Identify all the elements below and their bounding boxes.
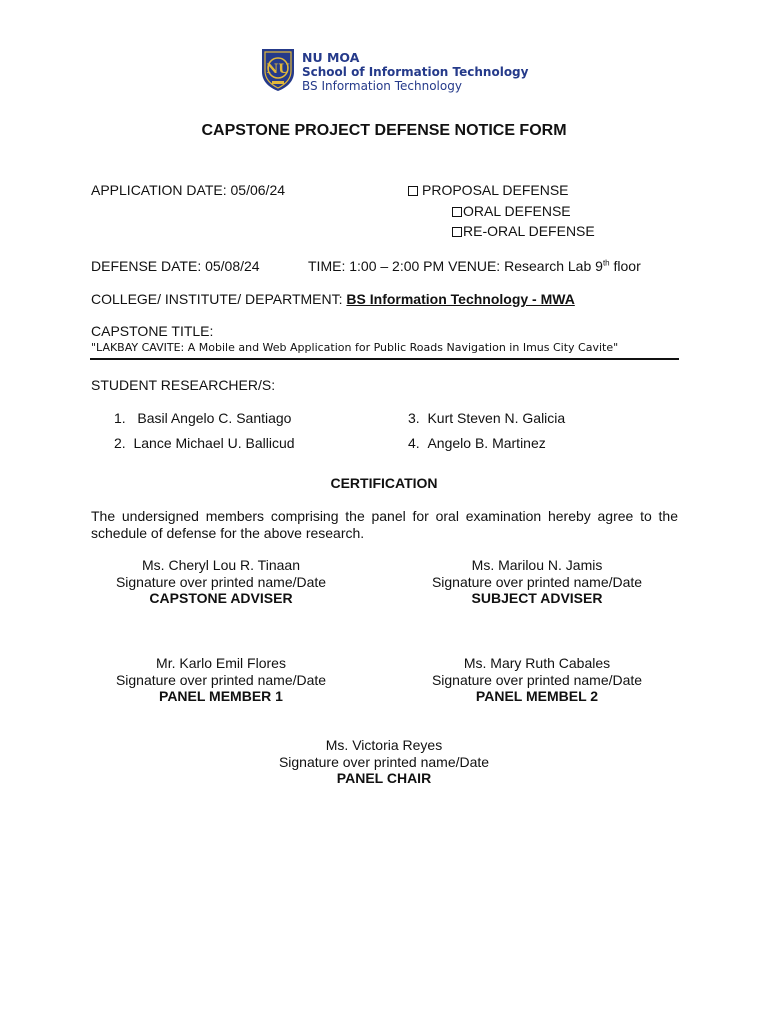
oral-checkbox[interactable] bbox=[452, 207, 462, 217]
signatory-name: Ms. Victoria Reyes bbox=[325, 737, 443, 753]
header-line-2: School of Information Technology bbox=[302, 65, 529, 79]
defense-type-proposal[interactable] bbox=[408, 182, 569, 198]
department-label: COLLEGE/ INSTITUTE/ DEPARTMENT: bbox=[91, 291, 347, 307]
defense-date-label: DEFENSE DATE: bbox=[91, 258, 206, 274]
time-value: 1:00 – 2:00 PM bbox=[349, 258, 445, 274]
signatory-name: Ms. Cheryl Lou R. Tinaan bbox=[142, 557, 300, 573]
researcher-name: Kurt Steven N. Galicia bbox=[427, 410, 566, 426]
signatory-block bbox=[407, 655, 667, 705]
defense-type-re-oral[interactable] bbox=[452, 223, 595, 239]
capstone-title-label: CAPSTONE TITLE: bbox=[91, 323, 214, 339]
defense-type-oral[interactable] bbox=[452, 203, 571, 219]
capstone-title-value: "LAKBAY CAVITE: A Mobile and Web Application for Public Roads Navigation in Imus City Cavite" bbox=[91, 341, 619, 354]
oral-defense-label: ORAL DEFENSE bbox=[463, 203, 571, 219]
re-oral-checkbox[interactable] bbox=[452, 227, 462, 237]
researcher-item bbox=[114, 410, 291, 426]
researchers-label: STUDENT RESEARCHER/S: bbox=[91, 377, 276, 393]
signatory-block bbox=[254, 737, 514, 787]
venue-sup: th bbox=[602, 258, 610, 268]
signatory-caption: Signature over printed name/Date bbox=[431, 573, 643, 590]
application-date bbox=[91, 182, 285, 198]
header-line-3: BS Information Technology bbox=[302, 79, 462, 93]
certification-heading: CERTIFICATION bbox=[330, 475, 438, 491]
signatory-role: PANEL MEMBER 1 bbox=[159, 688, 283, 704]
signatory-role: PANEL CHAIR bbox=[336, 770, 432, 786]
signatory-caption: Signature over printed name/Date bbox=[115, 573, 327, 590]
defense-date-value: 05/08/24 bbox=[205, 258, 260, 274]
proposal-checkbox[interactable] bbox=[408, 186, 418, 196]
title-underline bbox=[90, 358, 679, 360]
researcher-name: Lance Michael U. Ballicud bbox=[133, 435, 295, 451]
researcher-name: Angelo B. Martinez bbox=[427, 435, 546, 451]
signatory-caption: Signature over printed name/Date bbox=[278, 753, 490, 770]
researcher-number: 3. bbox=[408, 410, 420, 426]
signatory-block bbox=[91, 655, 351, 705]
department-value: BS Information Technology - MWA bbox=[346, 291, 575, 307]
application-date-label: APPLICATION DATE: bbox=[91, 182, 231, 198]
certification-text: The undersigned members comprising the panel for oral examination hereby agree to the schedule of defense for the above research. bbox=[91, 508, 678, 541]
venue-label: VENUE: bbox=[444, 258, 505, 274]
researcher-item bbox=[408, 410, 565, 426]
signatory-name: Mr. Karlo Emil Flores bbox=[156, 655, 286, 671]
signatory-role: SUBJECT ADVISER bbox=[471, 590, 603, 606]
department bbox=[91, 291, 575, 307]
signatory-name: Ms. Marilou N. Jamis bbox=[471, 557, 603, 573]
form-title: CAPSTONE PROJECT DEFENSE NOTICE FORM bbox=[201, 122, 567, 139]
application-date-value: 05/06/24 bbox=[230, 182, 286, 198]
signatory-role: PANEL MEMBEL 2 bbox=[475, 688, 599, 704]
researcher-item bbox=[408, 435, 546, 451]
header-line-1: NU MOA bbox=[302, 50, 360, 65]
signatory-caption: Signature over printed name/Date bbox=[115, 671, 327, 688]
researcher-number: 4. bbox=[408, 435, 420, 451]
signatory-role: CAPSTONE ADVISER bbox=[149, 590, 293, 606]
re-oral-defense-label: RE-ORAL DEFENSE bbox=[463, 223, 595, 239]
researcher-number: 2. bbox=[114, 435, 126, 451]
signatory-caption: Signature over printed name/Date bbox=[431, 671, 643, 688]
defense-date bbox=[91, 258, 260, 274]
svg-text:NU: NU bbox=[266, 62, 290, 77]
time-venue bbox=[308, 258, 641, 274]
nu-shield-logo-icon bbox=[258, 46, 298, 92]
signatory-block bbox=[407, 557, 667, 607]
signatory-block bbox=[91, 557, 351, 607]
venue-value: Research Lab 9 bbox=[504, 258, 603, 274]
venue-suffix: floor bbox=[609, 258, 641, 274]
signatory-name: Ms. Mary Ruth Cabales bbox=[463, 655, 611, 671]
school-header bbox=[302, 51, 528, 93]
researcher-name: Basil Angelo C. Santiago bbox=[137, 410, 292, 426]
researcher-item bbox=[114, 435, 295, 451]
time-label: TIME: bbox=[308, 258, 350, 274]
researcher-number: 1. bbox=[114, 410, 126, 426]
proposal-defense-label: PROPOSAL DEFENSE bbox=[422, 182, 569, 198]
